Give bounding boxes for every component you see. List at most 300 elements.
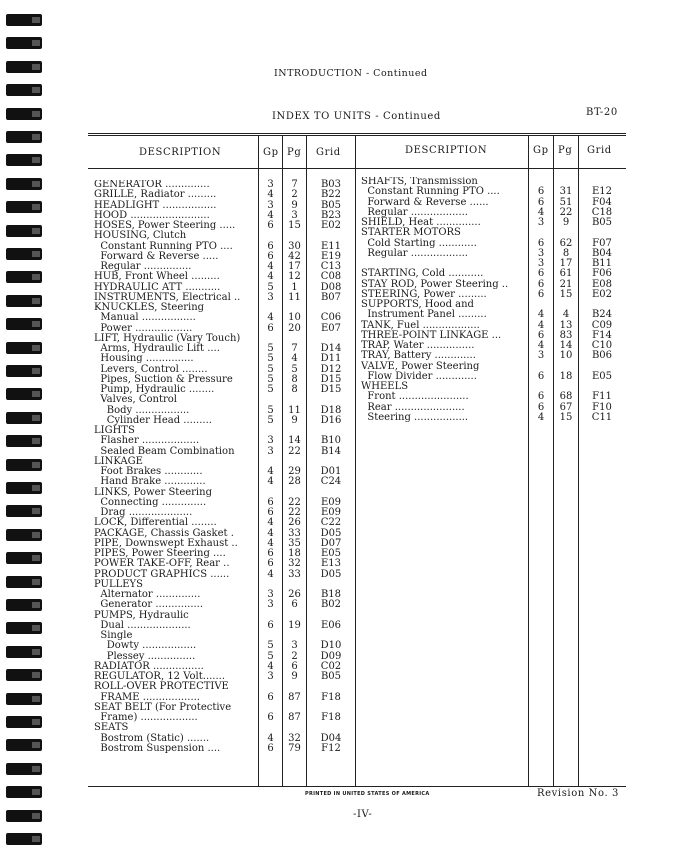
left-pg-cell: 87 [288,712,301,723]
left-gp-cell [259,682,282,692]
left-grid-cell: D14 [320,343,342,354]
left-gp-cell: 3 [267,589,274,600]
right-desc-cell: TANK, Fuel .................. [361,319,480,331]
left-gp-cell: 4 [267,732,274,744]
left-grid-cell: C22 [320,517,342,529]
left-pg-cell: 7 [291,179,298,190]
left-gp-cell: 4 [267,527,274,539]
left-gp-cell: 6 [267,496,274,508]
binder-hole-icon [6,716,42,728]
left-grid-cell: D18 [320,404,342,416]
right-grid-cell: E05 [591,370,613,382]
binder-hole-icon [6,318,42,330]
binder-hole-icon [6,248,42,260]
right-pg-cell: 14 [559,340,573,351]
left-pg-cell: 22 [288,445,301,457]
left-pg-cell: 79 [288,742,301,754]
binder-hole-icon [6,552,42,564]
left-desc-cell: Constant Running PTO .... [94,240,233,252]
right-grid-cell: B11 [591,258,613,269]
right-gp-cell: 3 [537,217,545,228]
right-pg-cell: 4 [562,309,570,321]
binder-hole-icon [6,178,42,190]
col-divider [578,135,579,786]
left-desc-cell: Pipes, Suction & Pressure [94,373,233,385]
right-pg-cell: 18 [559,370,573,382]
left-gp-cell: 3 [267,179,274,190]
left-pg-cell: 26 [288,589,301,600]
left-grid-cell: B03 [320,179,342,190]
left-gp-cell: 6 [267,240,274,252]
left-gp-cell: 4 [267,271,274,283]
right-gp-column [529,177,553,423]
left-gp-cell: 4 [267,189,274,201]
left-grid-cell: F12 [321,742,341,754]
revision-label: Revision No. 3 [537,788,619,799]
left-pg-cell: 26 [288,517,301,529]
right-desc-cell: SUPPORTS, Hood and [361,299,474,310]
left-pg-cell: 30 [288,240,301,252]
right-gp-cell: 6 [537,329,545,341]
left-pg-cell: 28 [288,476,301,488]
left-desc-cell: SEATS [94,722,129,734]
left-gp-cell: 5 [267,343,274,354]
left-pg-cell: 15 [288,220,301,231]
left-grid-cell: F18 [321,712,341,723]
binder-hole-icon [6,225,42,237]
left-grid-cell [308,682,354,692]
right-grid-cell: F06 [592,268,612,280]
left-gp-cell: 4 [267,660,274,672]
right-desc-cell: Regular .................. [361,206,468,218]
left-desc-cell: RADIATOR ................ [94,660,204,672]
left-pg-cell: 18 [288,548,301,559]
binder-hole-icon [6,201,42,213]
left-pg-cell: 3 [291,209,298,221]
left-grid-cell: D05 [320,568,342,580]
left-gp-cell [259,723,282,733]
binder-hole-icon [6,61,42,73]
left-pg-cell [283,231,306,241]
left-pg-cell: 87 [288,691,301,703]
right-desc-cell: Forward & Reverse ...... [361,196,489,208]
left-gp-cell: 3 [267,445,274,457]
left-desc-cell: GRILLE, Radiator ......... [94,189,217,201]
left-grid-cell: C08 [320,271,342,283]
left-gp-cell: 5 [267,414,274,426]
left-gp-cell: 5 [267,373,274,385]
left-pg-cell: 10 [288,312,301,324]
left-desc-cell: Single [94,630,133,641]
right-desc-cell: SHIELD, Heat .............. [361,217,481,228]
right-grid-cell: C11 [591,411,613,423]
left-gp-cell [259,395,282,405]
left-desc-cell: Bostrom (Static) ....... [94,732,210,744]
left-desc-cell: KNUCKLES, Steering [94,302,205,313]
left-desc-cell: Drag .................... [94,507,193,518]
binder-hole-icon [6,622,42,634]
binder-hole-icon [6,669,42,681]
right-gp-cell: 6 [537,186,545,198]
left-grid-cell: E11 [320,240,342,252]
right-desc-cell: TRAP, Water ............... [361,340,475,351]
left-pg-cell: 22 [288,507,301,518]
left-grid-cell: E09 [320,507,342,518]
left-gp-cell: 4 [267,312,274,324]
binder-hole-icon [6,576,42,588]
col-header-grid-right: Grid [587,145,612,156]
right-desc-cell: STEERING, Power ......... [361,288,487,300]
left-grid-cell: B14 [320,445,342,457]
index-title: INDEX TO UNITS - Continued [272,111,441,122]
right-desc-cell: STARTER MOTORS [361,227,461,239]
left-grid-cell: B18 [320,589,342,600]
table-top-rule [88,133,626,134]
left-grid-cell: E13 [320,558,342,570]
col-divider [355,135,356,786]
left-pg-cell: 42 [288,250,301,262]
left-desc-cell: LINKAGE [94,455,143,467]
right-grid-cell: E02 [591,288,613,300]
left-desc-cell: HOOD ......................... [94,209,210,221]
left-desc-cell: INSTRUMENTS, Electrical .. [94,291,241,303]
left-gp-cell: 4 [267,466,274,477]
left-grid-cell [308,231,354,241]
left-gp-column [259,180,282,754]
left-pg-cell: 2 [291,189,298,201]
right-desc-cell: WHEELS [361,381,409,392]
col-header-pg: Pg [287,147,302,158]
right-pg-cell: 15 [559,411,573,423]
left-gp-cell: 6 [267,742,274,754]
left-desc-cell: Connecting .............. [94,496,207,508]
right-gp-cell: 6 [537,370,545,382]
left-pg-cell: 14 [288,435,301,447]
left-grid-cell: C13 [320,261,342,272]
left-grid-cell: C06 [320,312,342,324]
binder-hole-icon [6,786,42,798]
left-pg-cell: 9 [291,414,298,426]
left-grid-cell: B23 [320,209,342,221]
left-desc-cell: GENERATOR .............. [94,180,210,190]
left-desc-cell: Power .................. [94,322,193,334]
left-pg-cell: 3 [291,640,298,652]
left-desc-cell: ROLL-OVER PROTECTIVE [94,681,229,693]
binder-hole-icon [6,271,42,283]
left-desc-cell: Hand Brake ............. [94,476,206,488]
right-gp-cell: 6 [537,278,545,290]
left-grid-cell: D15 [320,384,342,395]
binder-hole-icon [6,154,42,166]
left-desc-cell: Valves, Control [94,394,178,406]
left-grid-cell: D12 [320,363,342,375]
left-grid-cell: B07 [320,291,342,303]
col-header-gp-right: Gp [533,145,549,156]
right-grid-cell: F11 [592,391,612,403]
left-gp-cell: 4 [267,209,274,221]
left-desc-cell: Forward & Reverse ..... [94,250,219,262]
right-pg-cell: 17 [559,258,573,269]
right-desc-cell: Constant Running PTO .... [361,186,500,198]
left-grid-cell: E05 [320,548,342,559]
right-grid-cell: E08 [591,278,613,290]
left-pg-cell: 1 [291,281,298,293]
right-desc-cell: STAY ROD, Power Steering .. [361,278,509,290]
binder-hole-icon [6,37,42,49]
right-gp-cell: 6 [537,401,545,413]
left-gp-cell: 3 [267,199,274,211]
left-pg-cell: 6 [291,599,298,611]
right-grid-cell: C09 [591,319,613,331]
binder-hole-icon [6,739,42,751]
binder-hole-icon [6,529,42,541]
left-pg-cell: 11 [288,404,301,416]
binder-hole-icon [6,810,42,822]
right-gp-cell: 6 [537,196,545,208]
left-desc-cell: LINKS, Power Steering [94,486,212,498]
col-header-description: DESCRIPTION [139,147,222,158]
left-desc-cell: Levers, Control ........ [94,363,208,375]
left-pg-cell: 29 [288,466,301,477]
right-gp-cell: 4 [537,340,545,351]
left-gp-cell: 4 [267,568,274,580]
left-desc-cell: Arms, Hydraulic Lift .... [94,343,220,354]
left-gp-cell: 3 [267,671,274,682]
left-gp-cell: 4 [267,517,274,529]
binder-hole-icon [6,84,42,96]
left-gp-cell: 5 [267,353,274,365]
left-gp-cell: 5 [267,281,274,293]
binder-holes [0,0,48,855]
left-desc-cell: Regular ............... [94,261,192,272]
binder-hole-icon [6,435,42,447]
left-gp-cell: 3 [267,599,274,611]
left-desc-cell: Foot Brakes ............ [94,466,203,477]
left-grid-cell: D08 [320,281,342,293]
left-pg-cell: 5 [291,363,298,375]
right-desc-cell: Steering ................. [361,411,469,423]
left-pg-cell: 17 [288,261,301,272]
right-pg-cell: 62 [559,237,573,249]
left-desc-cell: Cylinder Head ......... [94,414,212,426]
left-gp-cell: 6 [267,548,274,559]
right-grid-cell: F14 [592,329,612,341]
right-desc-cell: THREE-POINT LINKAGE ... [361,329,502,341]
right-gp-cell: 6 [537,288,545,300]
right-gp-cell [529,228,553,238]
left-desc-cell: HYDRAULIC ATT ........... [94,281,221,293]
left-pg-cell: 9 [291,199,298,211]
right-description-column [361,177,527,423]
right-grid-cell: F10 [592,401,612,413]
right-gp-cell: 4 [537,411,545,423]
left-grid-cell: D07 [320,537,342,549]
left-desc-cell: HOUSING, Clutch [94,230,187,242]
page-code: BT-20 [586,107,618,118]
left-grid-cell: D01 [320,466,342,477]
left-grid-cell: B05 [320,199,342,211]
left-grid-cell: E09 [320,496,342,508]
left-gp-cell: 6 [267,322,274,334]
left-gp-cell: 4 [267,476,274,488]
right-grid-cell: B06 [591,350,613,362]
right-pg-cell: 13 [559,319,573,331]
left-pg-cell: 6 [291,660,298,672]
left-pg-cell: 20 [288,322,301,334]
right-desc-cell: VALVE, Power Steering [361,360,480,372]
left-grid-cell: B10 [320,435,342,447]
table-top-rule-2 [88,135,626,136]
binder-hole-icon [6,505,42,517]
left-pg-cell [283,395,306,405]
right-pg-cell: 61 [559,268,573,280]
left-desc-cell: Manual ................. [94,312,196,324]
left-desc-cell: Sealed Beam Combination [94,445,235,457]
right-desc-cell: Instrument Panel ......... [361,309,487,321]
left-grid-cell: E02 [320,220,342,231]
left-gp-cell [259,231,282,241]
left-grid-cell: B02 [320,599,342,611]
left-desc-cell: PUMPS, Hydraulic [94,609,189,621]
right-gp-cell: 3 [537,350,545,362]
left-desc-cell: PIPES, Power Steering .... [94,548,226,559]
left-pg-cell: 4 [291,353,298,365]
left-desc-cell: Pump, Hydraulic ........ [94,384,215,395]
left-desc-cell: HUB, Front Wheel ......... [94,271,220,283]
right-pg-cell: 22 [559,206,573,218]
right-grid-column [580,177,624,423]
right-gp-cell: 3 [537,258,545,269]
right-pg-cell: 9 [562,217,570,228]
right-pg-cell: 15 [559,288,573,300]
left-desc-cell: Bostrom Suspension .... [94,742,221,754]
left-gp-cell: 5 [267,384,274,395]
right-gp-cell: 6 [537,268,545,280]
right-gp-cell: 4 [537,309,545,321]
right-gp-cell: 6 [537,391,545,403]
left-grid-cell: B05 [320,671,342,682]
left-pg-column [283,180,306,754]
binder-hole-icon [6,412,42,424]
binder-hole-icon [6,14,42,26]
binder-hole-icon [6,599,42,611]
right-desc-cell: Front ...................... [361,391,469,403]
left-desc-cell: HEADLIGHT ................. [94,199,217,211]
binder-hole-icon [6,482,42,494]
right-grid-cell: C18 [591,206,613,218]
left-gp-cell: 5 [267,640,274,652]
left-grid-cell: F18 [321,691,341,703]
left-grid-cell: D05 [320,527,342,539]
right-grid-cell: F04 [592,196,612,208]
left-grid-cell: D11 [320,353,342,365]
left-gp-cell: 6 [267,558,274,570]
right-grid-cell: F07 [592,237,612,249]
right-grid-cell: B05 [591,217,613,228]
left-grid-cell: E19 [320,250,342,262]
left-desc-cell: SEAT BELT (For Protective [94,701,232,713]
left-grid-cell: B22 [320,189,342,201]
left-pg-cell: 33 [288,527,301,539]
left-desc-cell: Generator ............... [94,599,204,611]
left-desc-cell: Plessey ............... [94,650,196,662]
left-pg-cell: 32 [288,732,301,744]
left-desc-cell: LIGHTS [94,425,135,436]
left-gp-cell: 5 [267,363,274,375]
right-desc-cell: STARTING, Cold ........... [361,268,484,280]
binder-hole-icon [6,833,42,845]
left-desc-cell: Dual .................... [94,619,191,631]
left-gp-cell: 4 [267,537,274,549]
left-pg-cell: 22 [288,496,301,508]
table-bottom-rule [88,786,626,787]
right-pg-cell: 10 [559,350,573,362]
right-grid-cell: B24 [591,309,613,321]
right-desc-cell: Rear ...................... [361,401,465,413]
right-desc-cell: Cold Starting ............ [361,237,477,249]
page-number: -IV- [353,809,373,820]
left-pg-cell: 19 [288,619,301,631]
right-desc-cell: SHAFTS, Transmission [361,177,478,187]
right-desc-cell: Regular .................. [361,247,468,259]
right-pg-cell: 21 [559,278,573,290]
left-desc-cell: LIFT, Hydraulic (Vary Touch) [94,332,241,344]
binder-hole-icon [6,295,42,307]
col-header-pg-right: Pg [558,145,573,156]
binder-hole-icon [6,459,42,471]
right-grid-cell: C10 [591,340,613,351]
left-desc-cell: Flasher .................. [94,435,200,447]
right-gp-cell: 4 [537,319,545,331]
right-grid-cell [580,228,624,238]
left-desc-cell: FRAME .................. [94,691,200,703]
left-grid-cell: D04 [320,732,342,744]
left-grid-cell: E07 [320,322,342,334]
binder-hole-icon [6,388,42,400]
left-gp-cell: 6 [267,507,274,518]
right-grid-cell: E12 [591,186,613,198]
binder-hole-icon [6,693,42,705]
left-gp-cell: 4 [267,261,274,272]
right-desc-cell: TRAY, Battery ............. [361,350,476,362]
left-desc-cell: HOSES, Power Steering ..... [94,220,236,231]
left-gp-cell: 6 [267,691,274,703]
left-gp-cell: 6 [267,250,274,262]
right-pg-cell: 83 [559,329,573,341]
left-desc-cell: Body ................. [94,404,190,416]
binder-hole-icon [6,342,42,354]
right-pg-column [554,177,578,423]
left-grid-cell [308,395,354,405]
left-desc-cell: POWER TAKE-OFF, Rear .. [94,558,230,570]
left-grid-cell [308,723,354,733]
binder-hole-icon [6,131,42,143]
col-header-gp: Gp [263,147,279,158]
left-gp-cell: 6 [267,712,274,723]
left-desc-cell: Alternator .............. [94,589,201,600]
col-header-description-right: DESCRIPTION [405,145,488,156]
left-pg-cell: 8 [291,373,298,385]
left-gp-cell: 6 [267,619,274,631]
right-pg-cell: 67 [559,401,573,413]
binder-hole-icon [6,108,42,120]
table-header-rule [88,168,626,169]
right-pg-cell: 51 [559,196,573,208]
right-gp-cell: 4 [537,206,545,218]
binder-hole-icon [6,365,42,377]
right-grid-cell: B04 [591,247,613,259]
binder-hole-icon [6,763,42,775]
